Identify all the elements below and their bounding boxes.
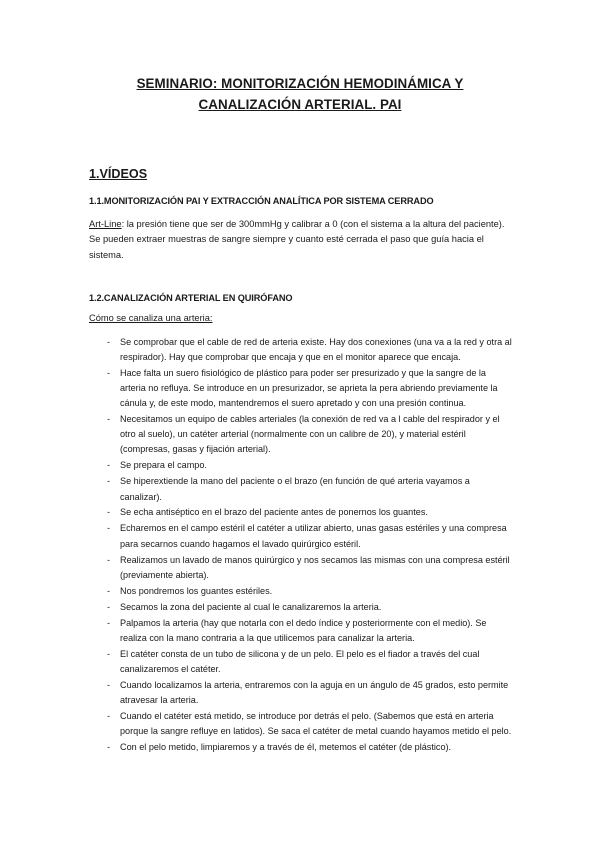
procedure-step-text: Secamos la zona del paciente al cual le canalizaremos la arteria. <box>120 601 382 612</box>
procedure-step <box>0 709 513 739</box>
procedure-step-list <box>0 335 600 756</box>
procedure-step-text: Cuando localizamos la arteria, entraremos con la aguja en un ángulo de 45 grados, esto permite atravesar la arteria. <box>120 679 509 705</box>
procedure-step-text: Realizamos un lavado de manos quirúrgico y nos secamos las mismas con una compresa estéril (previamente abierta). <box>120 554 510 580</box>
procedure-step <box>0 412 513 457</box>
procedure-step <box>0 740 513 755</box>
bullet-dash: - <box>107 476 111 487</box>
bullet-dash: - <box>107 523 111 534</box>
procedure-step <box>0 553 513 583</box>
procedure-step <box>0 474 513 504</box>
procedure-step <box>0 335 513 365</box>
procedure-step <box>0 616 513 646</box>
procedure-step-text: Se prepara el campo. <box>120 460 207 471</box>
procedure-step-text: Necesitamos un equipo de cables arteriales (la conexión de red va a l cable del respirador y el otro al suelo), un catéter arterial (normalmente con un calibre de 20), y material estéril (compresas, gasas y fijación arterial). <box>120 414 500 455</box>
bullet-dash: - <box>107 554 111 565</box>
procedure-step-text: Cuando el catéter está metido, se introduce por detrás el pelo. (Sabemos que está en arteria porque la sangre refluye en latidos). Se saca el catéter de metal cuando hayamos metido el pelo. <box>120 710 512 736</box>
subsection-heading-1-2: 1.2.CANALIZACIÓN ARTERIAL EN QUIRÓFANO <box>89 293 293 303</box>
procedure-step-text: Se comprobar que el cable de red de arteria existe. Hay dos conexiones (una va a la red y otra al respirador). Hay que comprobar que encaja y que en el monitor aparece que encaja. <box>120 337 512 363</box>
bullet-dash: - <box>107 414 111 425</box>
title-line-2: CANALIZACIÓN ARTERIAL. PAI <box>198 97 402 112</box>
document-title <box>60 73 540 115</box>
bullet-dash: - <box>107 507 111 518</box>
procedure-step-text: Echaremos en el campo estéril el catéter a utilizar abierto, unas gasas estériles y una compresa para secarnos cuando hagamos el lavado quirúrgico estéril. <box>120 523 507 549</box>
procedure-step <box>0 521 513 551</box>
subsection-heading-1-1: 1.1.MONITORIZACIÓN PAI Y EXTRACCIÓN ANALÍTICA POR SISTEMA CERRADO <box>89 196 434 206</box>
title-line-1: SEMINARIO: MONITORIZACIÓN HEMODINÁMICA Y <box>136 76 464 91</box>
procedure-step-text: Se echa antiséptico en el brazo del paciente antes de ponernos los guantes. <box>120 507 428 518</box>
procedure-step-text: Hace falta un suero fisiológico de plástico para poder ser presurizado y que la sangre de la arteria no refluya. Se introduce en un presurizador, se aprieta la pera abriendo previamente la cánula y, de este modo, mantendremos el suero apretado y con una presión continua. <box>120 368 498 409</box>
procedure-step <box>0 458 513 473</box>
procedure-step-text: Nos pondremos los guantes estériles. <box>120 585 273 596</box>
bullet-dash: - <box>107 585 111 596</box>
bullet-dash: - <box>107 710 111 721</box>
bullet-dash: - <box>107 617 111 628</box>
procedure-step <box>0 678 513 708</box>
procedure-step-text: El catéter consta de un tubo de silicona y de un pelo. El pelo es el fiador a través del cual canalizaremos el catéter. <box>120 648 480 674</box>
procedure-step-text: Se hiperextiende la mano del paciente o el brazo (en función de qué arteria vayamos a canalizar). <box>120 476 470 502</box>
bullet-dash: - <box>107 679 111 690</box>
procedure-step <box>0 647 513 677</box>
artline-text: : la presión tiene que ser de 300mmHg y calibrar a 0 (con el sistema a la altura del paciente). Se pueden extraer muestras de sangre siempre y cuanto esté cerrada el paso que guía hacia el sistema. <box>89 219 505 260</box>
bullet-dash: - <box>107 648 111 659</box>
bullet-dash: - <box>107 741 111 752</box>
bullet-dash: - <box>107 601 111 612</box>
procedure-step-text: Palpamos la arteria (hay que notarla con el dedo índice y posteriormente con el medio). Se realiza con la mano contraria a la que utilicemos para canalizar la arteria. <box>120 617 487 643</box>
artline-paragraph <box>89 217 514 263</box>
bullet-dash: - <box>107 460 111 471</box>
artline-label: Art-Line <box>89 219 122 229</box>
howto-heading: Cómo se canaliza una arteria: <box>89 313 213 323</box>
bullet-dash: - <box>107 368 111 379</box>
section-heading-videos: 1.VÍDEOS <box>89 167 148 181</box>
procedure-step-text: Con el pelo metido, limpiaremos y a través de él, metemos el catéter (de plástico). <box>120 741 452 752</box>
bullet-dash: - <box>107 337 111 347</box>
procedure-step <box>0 366 513 411</box>
procedure-step <box>0 505 513 520</box>
procedure-step <box>0 584 513 599</box>
procedure-step <box>0 600 513 615</box>
